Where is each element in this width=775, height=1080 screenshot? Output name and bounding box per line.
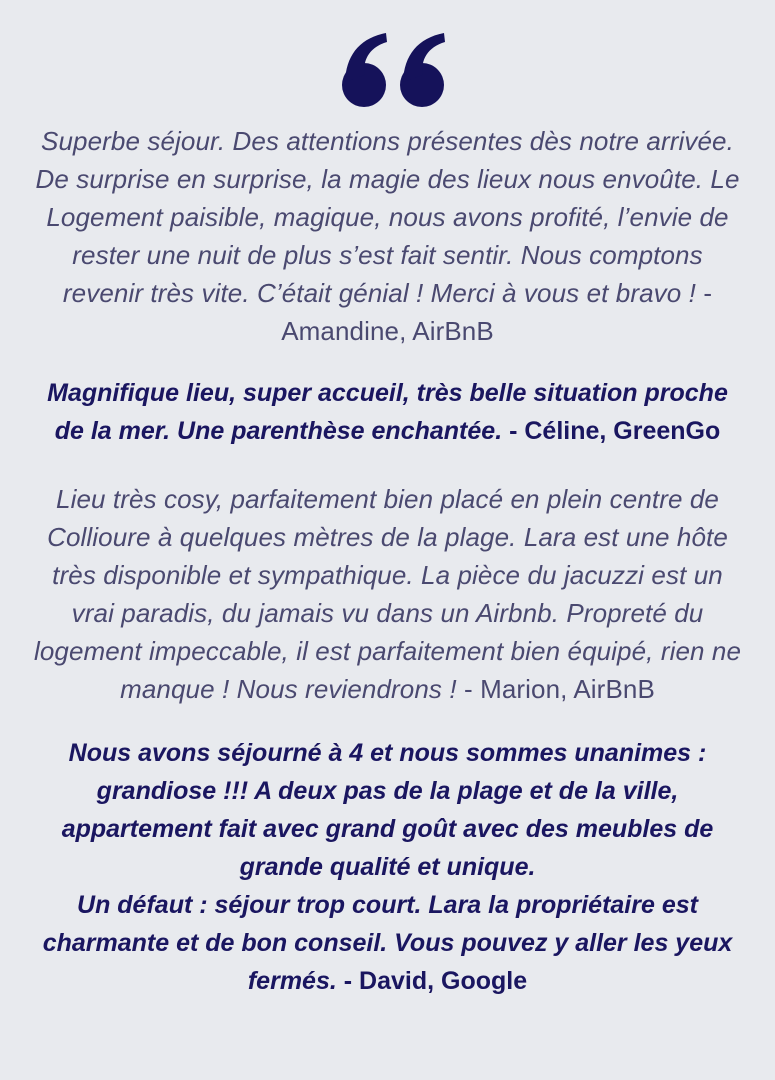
review-amandine [30,122,745,350]
review-author: - Amandine, AirBnB [281,278,713,346]
review-author: - Céline, GreenGo [509,417,721,445]
review-text: Nous avons séjourné à 4 et nous sommes unanimes : grandiose !!! A deux pas de la plage et de la ville, appartement fait avec grand goût avec des meubles de grande qualité et unique. [61,739,714,881]
review-author: - Marion, AirBnB [464,674,655,704]
review-text-continued: Un défaut : séjour trop court. Lara la propriétaire est charmante et de bon conseil. Vous pouvez y aller les yeux fermés. [42,891,733,995]
review-text: Lieu très cosy, parfaitement bien placé en plein centre de Collioure à quelques mètres de la plage. Lara est une hôte très disponible et sympathique. La pièce du jacuzzi est un vrai paradis, du jamais vu dans un Airbnb. Propreté du logement impeccable, il est parfaitement bien équipé, rien ne manque ! Nous reviendrons ! [33,484,742,704]
review-marion [30,480,745,708]
review-text: Magnifique lieu, super accueil, très belle situation proche de la mer. Une parenthèse enchantée. [47,379,728,445]
reviews-list [30,122,745,1000]
review-david [30,734,745,1000]
review-text: Superbe séjour. Des attentions présentes dès notre arrivée. De surprise en surprise, la magie des lieux nous envoûte. Le Logement paisible, magique, nous avons profité, l’envie de rester une nuit de plus s’est fait sentir. Nous comptons revenir très vite. C’était génial ! Merci à vous et bravo ! [35,126,740,308]
review-author: - David, Google [343,967,528,995]
review-celine [30,374,745,450]
quote-icon [340,30,448,110]
